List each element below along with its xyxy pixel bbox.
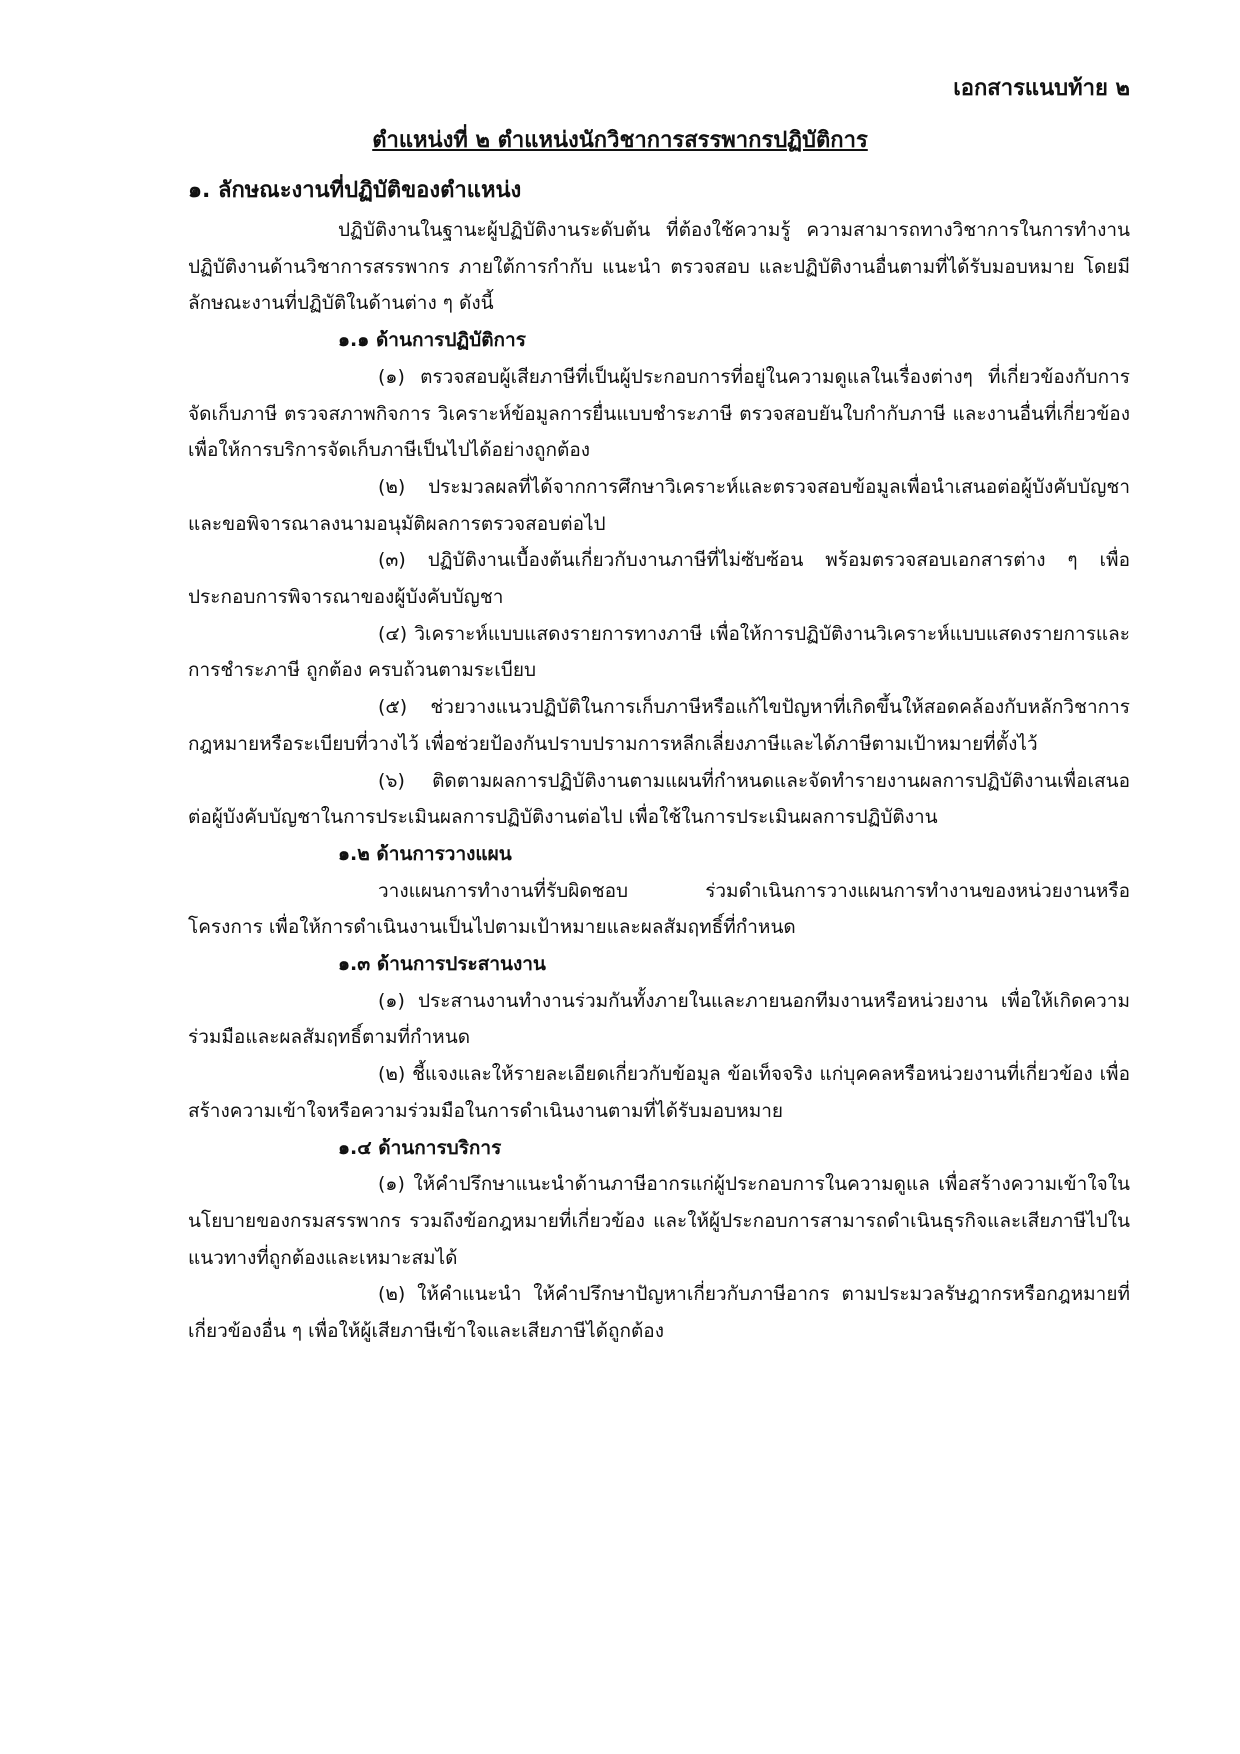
subsection-1-1-item: (๒) ประมวลผลที่ได้จากการศึกษาวิเคราะห์และตรวจสอบข้อมูลเพื่อนำเสนอต่อผู้บังคับบัญชาและขอพิจารณาลงนามอนุมัติผลการตรวจสอบต่อไป: [188, 475, 1130, 535]
subsection-1-1-item: (๓) ปฏิบัติงานเบื้องต้นเกี่ยวกับงานภาษีที่ไม่ซับซ้อน พร้อมตรวจสอบเอกสารต่าง ๆ เพื่อประกอบการพิจารณาของผู้บังคับบัญชา: [188, 549, 1130, 609]
subsection-1-1-item: (๖) ติดตามผลการปฏิบัติงานตามแผนที่กำหนดและจัดทำรายงานผลการปฏิบัติงานเพื่อเสนอต่อผู้บังคับบัญชาในการประเมินผลการปฏิบัติงานต่อไป เพื่อใช้ในการประเมินผลการปฏิบัติงาน: [188, 769, 1130, 829]
subsection-1-3-item: (๒) ชี้แจงและให้รายละเอียดเกี่ยวกับข้อมูล ข้อเท็จจริง แก่บุคคลหรือหน่วยงานที่เกี่ยวข้อง เพื่อสร้างความเข้าใจหรือความร่วมมือในการดำเนินงานตามที่ได้รับมอบหมาย: [188, 1063, 1130, 1122]
subsection-1-3-item: (๑) ประสานงานทำงานร่วมกันทั้งภายในและภายนอกทีมงานหรือหน่วยงาน เพื่อให้เกิดความร่วมมือและผลสัมฤทธิ์ตามที่กำหนด: [188, 989, 1130, 1049]
section-1-intro: ปฏิบัติงานในฐานะผู้ปฏิบัติงานระดับต้น ที่ต้องใช้ความรู้ ความสามารถทางวิชาการในการทำงาน ปฏิบัติงานด้านวิชาการสรรพากร ภายใต้การกำกับ แนะนำ ตรวจสอบ และปฏิบัติงานอื่นตามที่ได้รับมอบหมาย โดยมีลักษณะงานที่ปฏิบัติในด้านต่าง ๆ ดังนี้: [188, 219, 1130, 315]
subsection-1-1-heading: ๑.๑ ด้านการปฏิบัติการ: [338, 329, 526, 352]
subsection-1-3-heading: ๑.๓ ด้านการประสานงาน: [338, 953, 546, 976]
section-1-heading: ๑. ลักษณะงานที่ปฏิบัติของตำแหน่ง: [188, 178, 522, 203]
subsection-1-1-item: (๑) ตรวจสอบผู้เสียภาษีที่เป็นผู้ประกอบการที่อยู่ในความดูแลในเรื่องต่างๆ ที่เกี่ยวข้องกับการจัดเก็บภาษี ตรวจสภาพกิจการ วิเคราะห์ข้อมูลการยื่นแบบชำระภาษี ตรวจสอบยันใบกำกับภาษี และงานอื่นที่เกี่ยวข้อง เพื่อให้การบริการจัดเก็บภาษีเป็นไปได้อย่างถูกต้อง: [188, 365, 1130, 462]
document-title: ตำแหน่งที่ ๒ ตำแหน่งนักวิชาการสรรพากรปฏิบัติการ: [372, 128, 868, 153]
subsection-1-1-item: (๕) ช่วยวางแนวปฏิบัติในการเก็บภาษีหรือแก้ไขปัญหาที่เกิดขึ้นให้สอดคล้องกับหลักวิชาการกฎหมายหรือระเบียบที่วางไว้ เพื่อช่วยป้องกันปราบปรามการหลีกเลี่ยงภาษีและได้ภาษีตามเป้าหมายที่ตั้งไว้: [188, 696, 1130, 755]
subsection-1-2-heading: ๑.๒ ด้านการวางแผน: [338, 842, 512, 865]
subsection-1-4-item: (๒) ให้คำแนะนำ ให้คำปรึกษาปัญหาเกี่ยวกับภาษีอากร ตามประมวลรัษฎากรหรือกฎหมายที่เกี่ยวข้องอื่น ๆ เพื่อให้ผู้เสียภาษีเข้าใจและเสียภาษีได้ถูกต้อง: [188, 1283, 1130, 1343]
subsection-1-2-text: วางแผนการทำงานที่รับผิดชอบ ร่วมดำเนินการวางแผนการทำงานของหน่วยงานหรือโครงการ เพื่อให้การดำเนินงานเป็นไปตามเป้าหมายและผลสัมฤทธิ์ที่กำหนด: [188, 879, 1130, 939]
attachment-reference: เอกสารแนบท้าย ๒: [953, 76, 1130, 101]
subsection-1-1-item: (๔) วิเคราะห์แบบแสดงรายการทางภาษี เพื่อให้การปฏิบัติงานวิเคราะห์แบบแสดงรายการและการชำระภาษี ถูกต้อง ครบถ้วนตามระเบียบ: [188, 622, 1130, 682]
subsection-1-4-heading: ๑.๔ ด้านการบริการ: [338, 1136, 502, 1159]
subsection-1-4-item: (๑) ให้คำปรึกษาแนะนำด้านภาษีอากรแก่ผู้ประกอบการในความดูแล เพื่อสร้างความเข้าใจในนโยบายของกรมสรรพากร รวมถึงข้อกฎหมายที่เกี่ยวข้อง และให้ผู้ประกอบการสามารถดำเนินธุรกิจและเสียภาษีไปในแนวทางที่ถูกต้องและเหมาะสมได้: [188, 1173, 1130, 1269]
document-body: [188, 212, 1130, 1350]
